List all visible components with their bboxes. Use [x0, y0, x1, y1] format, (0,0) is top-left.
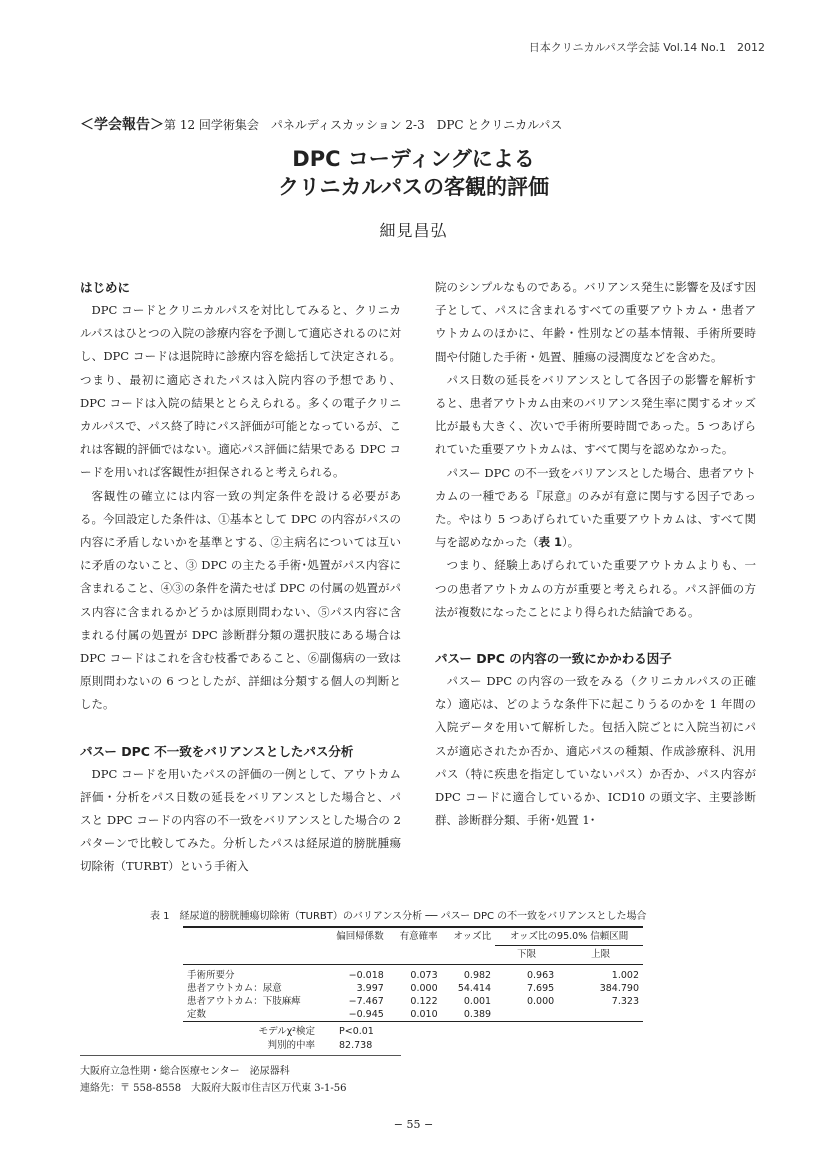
paragraph: つまり、経験上あげられていた重要アウトカムよりも、一つの患者アウトカムの方が重要と考えられる。パス評価の方法が複数になったことにより得られた結論である。: [435, 558, 756, 619]
paragraph: DPC コードとクリニカルパスを対比してみると、クリニカルパスはひとつの入院の診療内容を予測して適応されるのに対し、DPC コードは退院時に診療内容を総括して決定される。つまり、最初に適応されたパスは入院内容の予想であり、DPC コードは入院の結果ととらえられる。多くの電子クリニカルパスで、パス終了時にパス評価が可能となっているが、これは客観的評価ではない。適応パス評価に結果である DPC コードを用いれば客観性が担保されると考えられる。: [80, 303, 401, 480]
col-header-upper: 上限: [558, 946, 643, 965]
title-line-1: DPC コーディングによる: [292, 147, 535, 171]
col-header-coef: 偏回帰係数: [319, 927, 388, 946]
col-header-p: 有意確率: [388, 927, 442, 946]
paragraph: パスー DPC の不一致をバリアンスとした場合、患者アウトカムの一種である『尿意』のみが有意に関与する因子であった。やはり 5 つあげられていた重要アウトカムは、すべて関与を認めなかった（表 1）。: [435, 465, 756, 550]
contact-address: 連絡先：〒 558-8558 大阪府大阪市住吉区万代東 3-1-56: [80, 1083, 347, 1094]
paragraph: DPC コードを用いたパスの評価の一例として、アウトカム評価・分析をパス日数の延長をバリアンスとした場合と、パスと DPC コードの内容の不一致をバリアンスとした場合の 2 パターンで比較してみた。分析したパスは経尿道的膀胱腫瘍切除術（TURBT）という手術入: [80, 766, 401, 874]
paragraph: パス日数の延長をバリアンスとして各因子の影響を解析すると、患者アウトカム由来のバリアンス発生率に関するオッズ比が最も大きく、次いで手術所要時間であった。5 つあげられていた重要アウトカムは、すべて関与を認めなかった。: [435, 372, 756, 457]
title-line-2: クリニカルパスの客観的評価: [277, 175, 550, 199]
table-row: 手術所要分 −0.018 0.073 0.982 0.963 1.002: [187, 970, 639, 981]
col-header-ci: オッズ比の95.0% 信頼区間: [495, 927, 643, 946]
page-number: − 55 −: [393, 1118, 434, 1131]
table-1: [183, 926, 643, 1053]
author: 細見昌弘: [379, 221, 448, 240]
paragraph: パスー DPC の内容の一致をみる（クリニカルパスの正確な）適応は、どのような条件下に起こりうるのかを 1 年間の入院データを用いて解析した。包括入院ごとに入院当初にパスが適応されたか否か、適応パスの種類、作成診療科、汎用パス（特に疾患を指定していないパス）か否か、パス内容が DPC コードに適合しているか、ICD10 の頭文字、主要診断群、診断群分類、手術･処置 1･: [435, 674, 756, 828]
table-row: 定数 −0.945 0.010 0.389: [183, 1008, 643, 1022]
table-reference: 表 1: [538, 535, 563, 550]
session-subtitle: 第 12 回学術集会 パネルディスカッション 2-3 DPC とクリニカルパス: [164, 118, 563, 132]
report-tag: ＜学会報告＞: [80, 117, 164, 133]
paragraph: 院のシンプルなものである。バリアンス発生に影響を及ぼす因子として、パスに含まれるすべての重要アウトカム・患者アウトカムのほかに、年齢・性別などの基本情報、手術所要時間や付随した手術・処置、腫瘍の浸潤度などを含めた。: [435, 280, 756, 364]
col-header-or: オッズ比: [442, 927, 495, 946]
table-row-model-test: モデルχ²検定 P<0.01: [258, 1026, 374, 1037]
left-column: [80, 276, 401, 879]
table-row: 患者アウトカム：尿意 3.997 0.000 54.414 7.695 384.790: [187, 983, 639, 994]
journal-header: 日本クリニカルパス学会誌 Vol.14 No.1 2012: [528, 41, 765, 54]
section-heading-variance-analysis: パスー DPC 不一致をバリアンスとしたパス分析: [80, 743, 354, 759]
table-row: 患者アウトカム：下肢麻痺 −7.467 0.122 0.001 0.000 7.323: [187, 996, 639, 1007]
section-heading-concordance-factors: パスー DPC の内容の一致にかかわる因子: [435, 651, 672, 667]
section-heading-intro: はじめに: [80, 280, 131, 295]
table-caption: 表 1 経尿道的膀胱腫瘍切除術（TURBT）のバリアンス分析 ── パスー DPC の不一致をバリアンスとした場合: [150, 911, 647, 922]
table-corner: [183, 927, 319, 946]
col-header-lower: 下限: [495, 946, 558, 965]
footnote-divider: [80, 1055, 401, 1056]
affiliation: 大阪府立急性期・総合医療センター 泌尿器科: [80, 1066, 290, 1077]
table-row-discrimination: 判別的中率 82.738: [267, 1040, 373, 1051]
article-category: [80, 114, 562, 134]
right-column: [435, 276, 756, 832]
paragraph: 客観性の確立には内容一致の判定条件を設ける必要がある。今回設定した条件は、①基本として DPC の内容がパスの内容に矛盾しないかを基準とする、②主病名については互いに矛盾のないこと、③ DPC の主たる手術･処置がパス内容に含まれること、④③の条件を満たせば DPC の付属の処置がパス内容に含まれるかどうかは原則問わない、⑤パス内容に含まれる付属の処置が DPC 診断群分類の選択肢にある場合は DPC コードはこれを含む枝番であること、⑥副傷病の一致は原則問わないの 6 つとしたが、詳細は分類する個人の判断とした。: [80, 488, 401, 712]
